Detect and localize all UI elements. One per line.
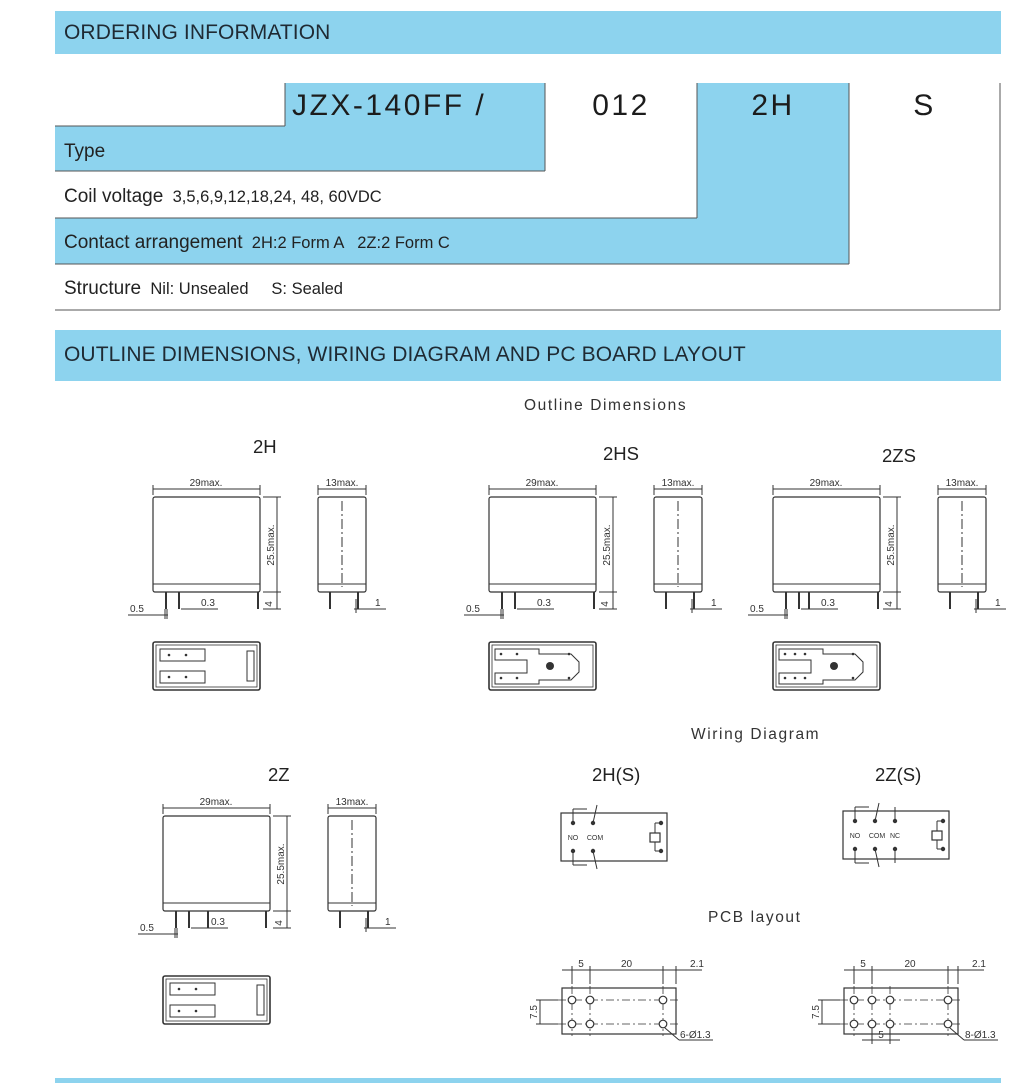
dimension-label: NO — [849, 833, 861, 840]
pin-dot — [168, 676, 171, 679]
pcb-hole — [944, 1020, 952, 1028]
pin-dot — [568, 677, 571, 680]
wiring-2h-title: 2H(S) — [592, 764, 641, 785]
dimension-label: NC — [889, 833, 901, 840]
line — [593, 805, 597, 823]
dimension-label: 7.5 — [811, 1005, 822, 1019]
seal-outline — [779, 649, 863, 684]
dimension-label: COM — [586, 835, 604, 842]
line — [875, 803, 879, 821]
terminal — [659, 821, 663, 825]
pcb-hole — [868, 1020, 876, 1028]
rect — [776, 645, 877, 687]
dimension-label: 25.5max. — [886, 524, 897, 566]
row-contact-label: Contact arrangement — [64, 232, 243, 253]
wiring-diagram-label: Wiring Diagram — [691, 726, 821, 743]
dimension-label: 1 — [375, 598, 381, 609]
dimension-label: COM — [868, 833, 886, 840]
outline-title: OUTLINE DIMENSIONS, WIRING DIAGRAM AND PC BOARD LAYOUT — [64, 343, 746, 366]
terminal — [659, 849, 663, 853]
row-coil-label: Coil voltage — [64, 186, 164, 207]
seal-outline — [495, 649, 579, 684]
dimension-label: 6-Ø1.3 — [680, 1030, 711, 1041]
relay-body-front — [489, 497, 596, 592]
dimension-label: 5 — [860, 959, 866, 970]
row-coil-detail: 3,5,6,9,12,18,24, 48, 60VDC — [172, 188, 382, 206]
outline-2hs — [464, 478, 722, 619]
pin-dot — [852, 677, 855, 680]
dimension-label: 29max. — [189, 478, 223, 489]
dimension-label: 1 — [385, 917, 391, 928]
pin-dot — [804, 677, 807, 680]
dimension-label: 0.3 — [211, 917, 225, 928]
pin-dot — [185, 654, 188, 657]
code-contact: 2H — [751, 89, 795, 122]
dimension-label: 13max. — [335, 797, 369, 808]
seal-hole — [830, 662, 838, 670]
pin-dot — [784, 677, 787, 680]
outline-dimensions-label: Outline Dimensions — [524, 397, 688, 414]
pcb-hole — [568, 996, 576, 1004]
dimension-label: 4 — [600, 601, 611, 607]
rect — [160, 671, 205, 683]
dimension-label: 4 — [884, 601, 895, 607]
terminal — [941, 847, 945, 851]
dimension-label: 20 — [620, 959, 633, 970]
rect — [156, 645, 257, 687]
wiring-2h — [561, 805, 667, 869]
pin-dot — [516, 677, 519, 680]
dimension-label: 25.5max. — [266, 524, 277, 566]
pin-dot — [195, 1010, 198, 1013]
dimension-label: 29max. — [199, 797, 233, 808]
pin-dot — [568, 653, 571, 656]
dimension-label: 20 — [904, 959, 916, 970]
pcb-outline — [844, 988, 958, 1034]
pin-dot — [852, 653, 855, 656]
terminal — [941, 819, 945, 823]
line — [875, 849, 879, 867]
relay-body-front — [773, 497, 880, 592]
pin-dot — [794, 653, 797, 656]
pcb-2z — [811, 959, 998, 1044]
bottom-2z — [163, 976, 270, 1024]
variant-2h-title: 2H — [253, 436, 277, 457]
pcb-hole — [850, 996, 858, 1004]
dimension-label: 29max. — [809, 478, 843, 489]
wiring-2z — [843, 803, 949, 867]
dimension-label: 8-Ø1.3 — [965, 1030, 996, 1041]
dimension-label: 0.5 — [750, 604, 764, 615]
pin-dot — [804, 653, 807, 656]
dimension-label: 4 — [264, 601, 275, 607]
pin-dot — [195, 988, 198, 991]
pcb-hole — [659, 1020, 667, 1028]
rect — [247, 651, 254, 681]
coil — [650, 833, 660, 842]
dimension-label: 0.5 — [140, 923, 154, 934]
rect — [170, 1005, 215, 1017]
row-structure-label: Structure — [64, 278, 142, 299]
line — [593, 851, 597, 869]
seal-hole — [546, 662, 554, 670]
pin-dot — [168, 654, 171, 657]
pcb-hole — [886, 1020, 894, 1028]
dimension-label: 13max. — [325, 478, 359, 489]
pin-dot — [178, 1010, 181, 1013]
rect — [492, 645, 593, 687]
dimension-label: 1 — [711, 598, 717, 609]
pcb-hole — [568, 1020, 576, 1028]
rect — [257, 985, 264, 1015]
bottom-band — [55, 1078, 1001, 1083]
dimension-label: NO — [567, 835, 579, 842]
row-structure-detail: Nil: Unsealed S: Sealed — [150, 280, 343, 298]
code-structure: S — [913, 89, 936, 122]
dimension-label: 7.5 — [529, 1005, 540, 1019]
bottom-2hs — [489, 642, 596, 690]
pcb-hole — [586, 996, 594, 1004]
dimension-label: 0.5 — [130, 604, 144, 615]
outline-2z — [138, 797, 396, 938]
dimension-label: 0.5 — [466, 604, 480, 615]
dimension-label: 4 — [274, 920, 285, 926]
dimension-label: 2.1 — [972, 959, 986, 970]
pin-dot — [500, 653, 503, 656]
variant-2z-title: 2Z — [268, 764, 290, 785]
rect — [170, 983, 215, 995]
pin-dot — [500, 677, 503, 680]
wiring-2z-title: 2Z(S) — [875, 764, 922, 785]
variant-2zs-title: 2ZS — [882, 445, 916, 466]
pin-dot — [794, 677, 797, 680]
dimension-label: 1 — [995, 598, 1001, 609]
pcb-outline — [562, 988, 676, 1034]
coil — [932, 831, 942, 840]
pcb-layout-label: PCB layout — [708, 909, 802, 926]
pcb-hole — [586, 1020, 594, 1028]
dimension-label: 13max. — [661, 478, 695, 489]
pin-dot — [178, 988, 181, 991]
row-type-label: Type — [64, 141, 106, 162]
dimension-label: 0.3 — [821, 598, 835, 609]
pin-dot — [516, 653, 519, 656]
outline-2h — [128, 478, 386, 619]
dimension-label: 25.5max. — [602, 524, 613, 566]
code-coil-voltage: 012 — [592, 89, 650, 122]
dimension-label: 25.5max. — [276, 843, 287, 885]
pcb-hole — [868, 996, 876, 1004]
dimension-label: 0.3 — [201, 598, 215, 609]
outline-2zs — [748, 478, 1006, 619]
dimension-label: 2.1 — [690, 959, 704, 970]
rect — [166, 979, 267, 1021]
pcb-hole — [850, 1020, 858, 1028]
ordering-title: ORDERING INFORMATION — [64, 21, 331, 44]
code-type: JZX-140FF / — [292, 89, 487, 122]
bottom-2zs — [773, 642, 880, 690]
pin-dot — [784, 653, 787, 656]
pin-dot — [185, 676, 188, 679]
dimension-label: 5 — [578, 959, 584, 970]
pcb-2h — [529, 959, 713, 1041]
pcb-hole — [659, 996, 667, 1004]
variant-2hs-title: 2HS — [603, 443, 639, 464]
pcb-hole — [944, 996, 952, 1004]
relay-body-front — [163, 816, 270, 911]
relay-body-front — [153, 497, 260, 592]
dimension-label: 13max. — [945, 478, 979, 489]
dimension-label: 5 — [878, 1030, 884, 1041]
dimension-label: 29max. — [525, 478, 559, 489]
bottom-2h — [153, 642, 260, 690]
row-contact-detail: 2H:2 Form A 2Z:2 Form C — [251, 234, 450, 252]
rect — [160, 649, 205, 661]
pcb-hole — [886, 996, 894, 1004]
dimension-label: 0.3 — [537, 598, 551, 609]
